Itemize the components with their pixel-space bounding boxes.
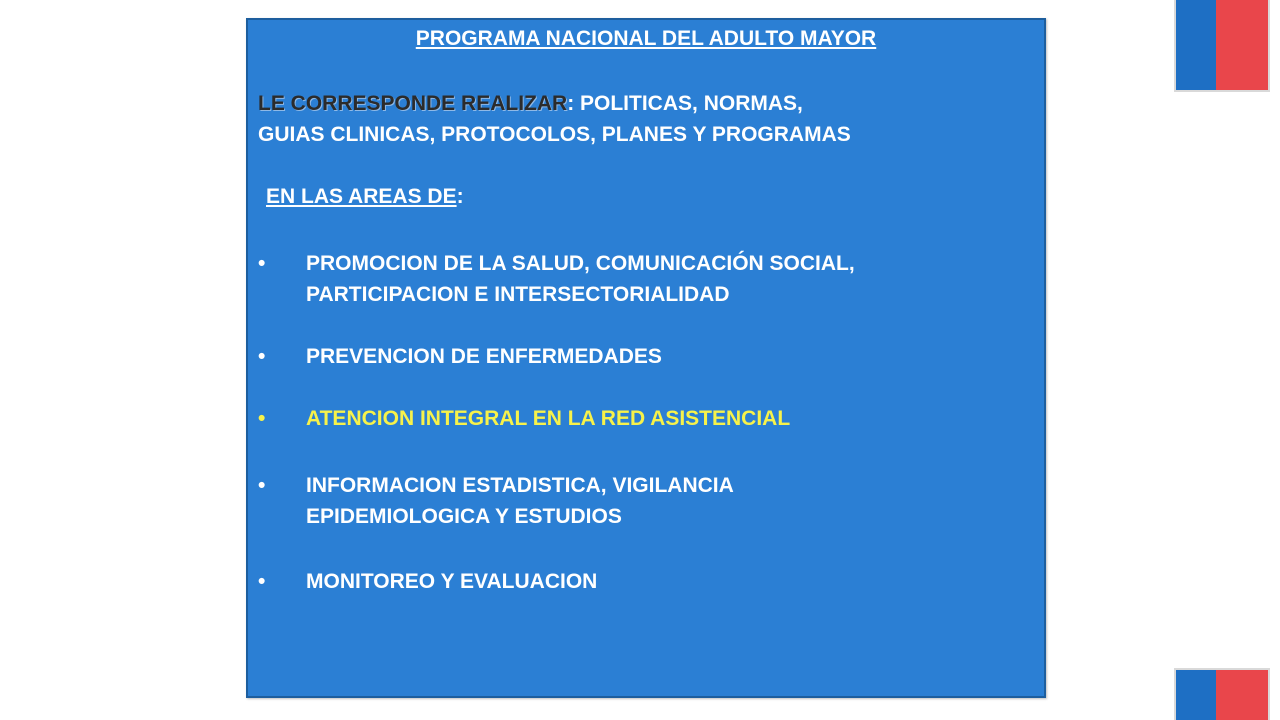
flag-decoration-bottom [1176,670,1268,720]
flag-blue-stripe [1176,0,1216,90]
flag-red-stripe [1216,0,1268,90]
bullet-text: ATENCION INTEGRAL EN LA RED ASISTENCIAL [306,407,791,430]
bullet-text [306,248,1026,310]
areas-heading [266,185,464,209]
areas-colon: : [456,185,464,208]
intro-rest: : POLITICAS, NORMAS, [567,92,803,115]
bullet-line: EPIDEMIOLOGICA Y ESTUDIOS [306,505,622,528]
bullet-line: INFORMACION ESTADISTICA, VIGILANCIA [306,474,734,497]
content-box [246,18,1046,698]
flag-blue-stripe [1176,670,1216,720]
intro-label: LE CORRESPONDE REALIZAR [258,92,568,115]
bullet-text: PREVENCION DE ENFERMEDADES [306,345,662,368]
flag-decoration-top [1176,0,1268,90]
bullet-text: MONITOREO Y EVALUACION [306,570,598,593]
areas-label: EN LAS AREAS DE [266,185,457,208]
bullet-text [306,470,1026,532]
bullet-icon: • [258,252,266,275]
flag-red-stripe [1216,670,1268,720]
bullet-icon: • [258,407,266,430]
bullet-line: PARTICIPACION E INTERSECTORIALIDAD [306,283,730,306]
bullet-icon: • [258,474,266,497]
intro-line-2: GUIAS CLINICAS, PROTOCOLOS, PLANES Y PROGRAMAS [258,123,851,146]
bullet-icon: • [258,345,266,368]
bullet-icon: • [258,570,266,593]
intro-paragraph [258,88,1038,150]
bullet-line: PROMOCION DE LA SALUD, COMUNICACIÓN SOCIAL, [306,252,855,275]
slide-title: PROGRAMA NACIONAL DEL ADULTO MAYOR [415,27,877,50]
